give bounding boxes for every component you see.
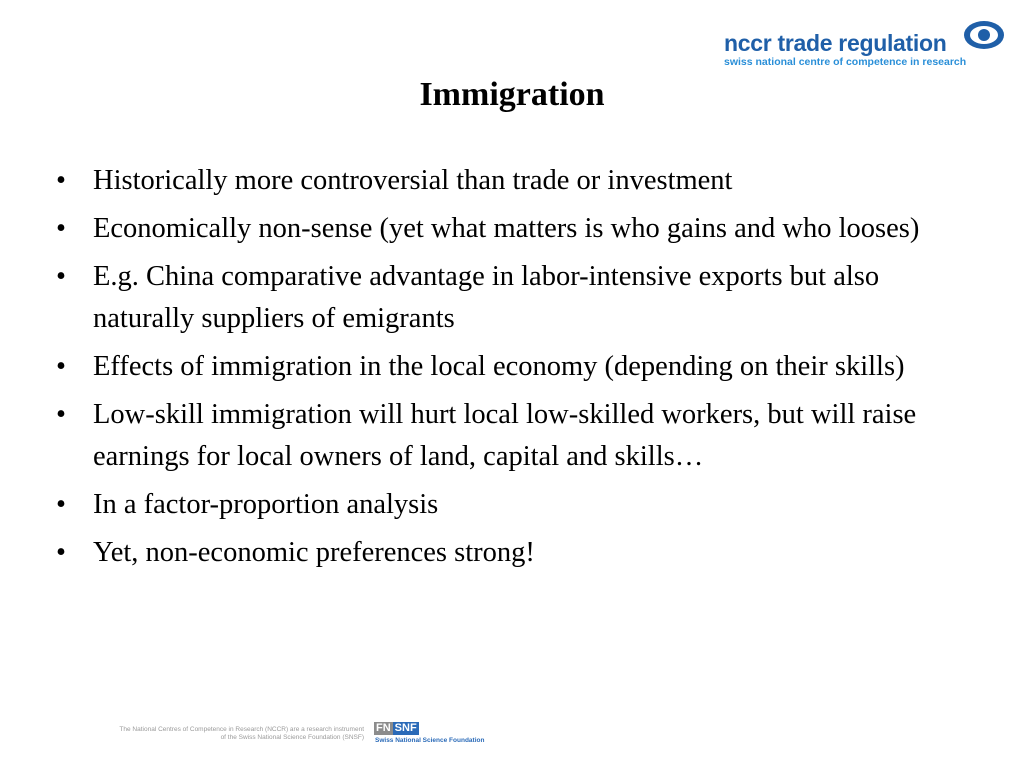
- bullet-text: Low-skill immigration will hurt local low-skilled workers, but will raise earnings for local owners of land, capital and skills…: [93, 399, 917, 472]
- footer-note: [119, 726, 364, 742]
- bullet-item: [56, 532, 956, 574]
- nccr-trade-regulation-logo: [716, 18, 1006, 70]
- bullet-icon: •: [56, 165, 66, 196]
- bullet-icon: •: [56, 351, 66, 382]
- snf-badge-right: SNF: [394, 722, 417, 734]
- footer-note-line2: of the Swiss National Science Foundation (SNSF): [220, 734, 364, 741]
- bullet-icon: •: [56, 399, 66, 430]
- bullet-text: Yet, non-economic preferences strong!: [93, 537, 535, 568]
- logo-subtitle: swiss national centre of competence in research: [724, 56, 967, 68]
- snf-badge: [374, 722, 419, 735]
- bullet-icon: •: [56, 213, 66, 244]
- bullet-text: Economically non-sense (yet what matters is who gains and who looses): [93, 213, 920, 244]
- bullet-text: Effects of immigration in the local economy (depending on their skills): [93, 351, 905, 382]
- bullet-icon: •: [56, 489, 66, 520]
- bullet-item: [56, 346, 956, 388]
- slide-title: Immigration: [419, 76, 605, 113]
- logo-name: nccr trade regulation: [724, 30, 947, 56]
- snf-badge-left: FN: [376, 722, 391, 734]
- footer-note-line1: The National Centres of Competence in Research (NCCR) are a research instrument: [119, 726, 364, 733]
- bullet-item: [56, 256, 956, 340]
- eye-icon: [962, 18, 1006, 52]
- bullet-item: [56, 394, 956, 478]
- bullet-icon: •: [56, 537, 66, 568]
- bullet-text: E.g. China comparative advantage in labor-intensive exports but also naturally suppliers of emigrants: [93, 261, 880, 334]
- footer: [0, 722, 1024, 750]
- bullet-item: [56, 484, 956, 526]
- bullet-text: Historically more controversial than trade or investment: [93, 165, 733, 196]
- bullet-item: [56, 160, 956, 202]
- bullet-item: [56, 208, 956, 250]
- snf-logo: [374, 722, 499, 748]
- bullet-list: [56, 160, 956, 580]
- bullet-icon: •: [56, 261, 66, 292]
- snf-caption: Swiss National Science Foundation: [375, 737, 485, 744]
- bullet-text: In a factor-proportion analysis: [93, 489, 439, 520]
